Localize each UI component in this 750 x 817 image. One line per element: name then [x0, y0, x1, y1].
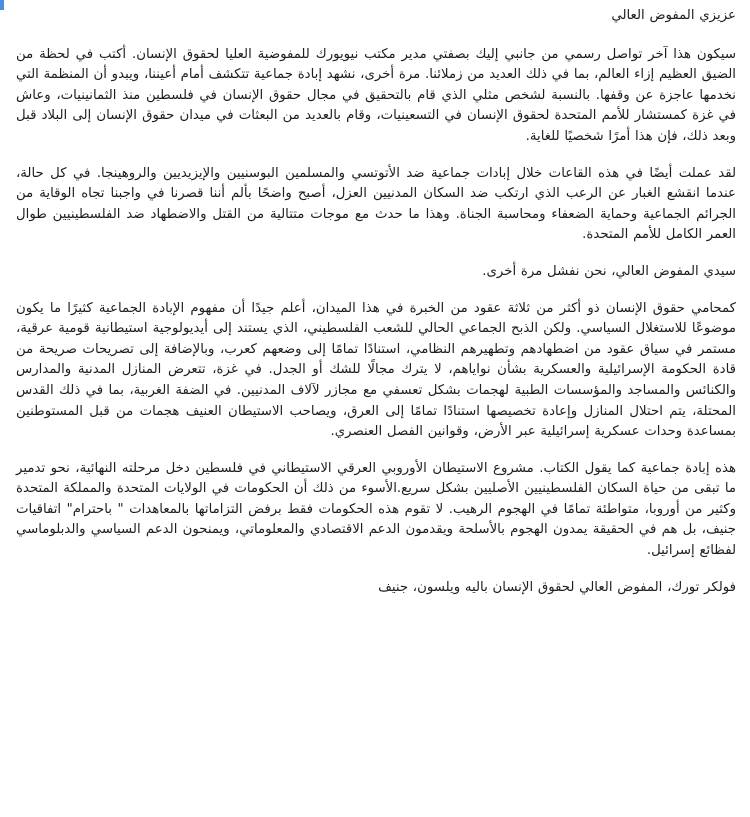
letter-paragraph-4: كمحامي حقوق الإنسان ذو أكثر من ثلاثة عقود من الخبرة في هذا الميدان، أعلم جيدًا أن مفهوم الإبادة الجماعية كثيرًا ما يكون موضوعًا للاستغلال السياسي. ولكن الذبح الجماعي الحالي للشعب الفلسطيني، الذي يستند إلى أيديولوجية استيطانية قومية عرقية، مستمر في سياق عقود من اضطهادهم وتطهيرهم النظامي، استنادًا تمامًا إلى وضعهم كعرب، وبالإضافة إلى تصريحات صريحة من قادة الحكومة الإسرائيلية والعسكرية بشأن نواياهم، لا يترك مجالًا للشك أو الجدل. في غزة، تتعرض المنازل المدنية والمدارس والكنائس والمساجد والمؤسسات الطبية لهجمات بشكل تعسفي مع مجازر لآلاف المدنيين. في الضفة الغربية، بما في ذلك القدس المحتلة، يتم احتلال المنازل وإعادة تخصيصها استنادًا تمامًا إلى العرق، ويصاحب الاستيطان العنيف هجمات من قبل المستوطنين بمساعدة وحدات عسكرية إسرائيلية عبر الأرض، وقوانين الفصل العنصري. [16, 300, 736, 440]
letter-salutation: عزيزي المفوض العالي [611, 8, 736, 23]
letter-paragraph-5: هذه إبادة جماعية كما يقول الكتاب. مشروع الاستيطان الأوروبي العرقي الاستيطاني في فلسطين دخل مرحلته النهائية، نحو تدمير ما تبقى من حياة السكان الفلسطينيين الأصليين بشكل سريع.الأسوء من ذلك أن الحكومات في الولايات المتحدة والمملكة المتحدة وكثير من أوروبا، متواطئة تمامًا في الهجوم الرهيب. لا تقوم هذه الحكومات فقط برفض التزاماتها بالمعاهدات " باحترام" اتفاقيات جنيف، بل هم في الحقيقة يمدون الهجوم بالأسلحة ويقدمون الدعم الاقتصادي والمعلوماتي، ويمنحون الدعم السياسي والدبلوماسي لفظائع إسرائيل. [16, 460, 736, 559]
letter-paragraph-1: سيكون هذا آخر تواصل رسمي من جانبي إليك بصفتي مدير مكتب نيويورك للمفوضية العليا لحقوق الإنسان. أكتب في لحظة من الضيق العظيم إزاء العالم، بما في ذلك العديد من زملائنا. مرة أخرى، نشهد إبادة جماعية تتكشف أمام أعيننا، ويبدو أن المنظمة التي نخدمها عاجزة عن وقفها. بالنسبة لشخص مثلي الذي قام بالتحقيق في مجال حقوق الإنسان في فلسطين منذ الثمانينيات، وعاش في غزة كمستشار للأمم المتحدة لحقوق الإنسان في التسعينيات، وقام بالعديد من البعثات في ميدان حقوق الإنسان إلى البلاد قبل وبعد ذلك، فإن هذا أمرًا شخصيًا للغاية. [16, 46, 736, 144]
corner-mark [0, 0, 4, 10]
letter-paragraph-3: سيدي المفوض العالي، نحن نفشل مرة أخرى. [482, 263, 736, 279]
letter-paragraph-2: لقد عملت أيضًا في هذه القاعات خلال إبادات جماعية ضد الأتوتسي والمسلمين البوسنيين والإيزيديين والروهينجا. في كل حالة، عندما انقشع الغبار عن الرعب الذي ارتكب ضد السكان المدنيين العزل، أصبح واضحًا بألم أننا قصرنا في واجبنا تجاه الوقاية من الجرائم الجماعية وحماية الضعفاء ومحاسبة الجناة. وهذا ما حدث مع موجات متتالية من القتل والاضطهاد ضد الفلسطينيين طوال العمر الكامل للأمم المتحدة. [16, 165, 736, 243]
letter-signature: فولكر تورك، المفوض العالي لحقوق الإنسان باليه ويلسون، جنيف [378, 579, 736, 595]
